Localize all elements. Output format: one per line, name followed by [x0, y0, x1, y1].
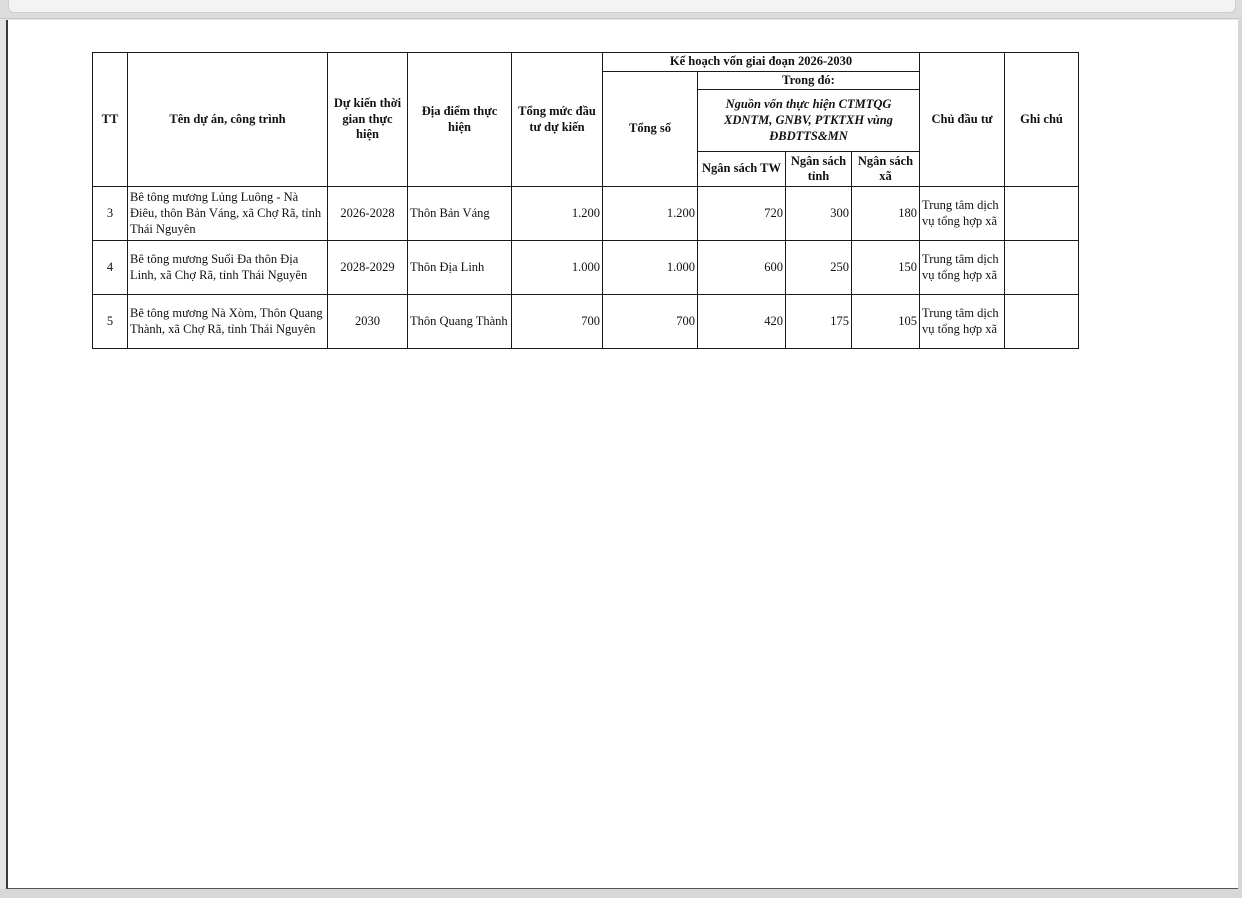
cell-project-name: Bê tông mương Suối Đa thôn Địa Linh, xã Chợ Rã, tỉnh Thái Nguyên [128, 241, 328, 295]
header-capital-plan: Kế hoạch vốn giai đoạn 2026-2030 [603, 53, 920, 72]
cell-commune-budget: 150 [852, 241, 920, 295]
header-provincial-budget: Ngân sách tỉnh [786, 152, 852, 187]
header-commune-budget: Ngân sách xã [852, 152, 920, 187]
cell-investor: Trung tâm dịch vụ tổng hợp xã [920, 295, 1005, 349]
cell-total-investment: 1.000 [512, 241, 603, 295]
cell-time: 2028-2029 [328, 241, 408, 295]
cell-time: 2026-2028 [328, 187, 408, 241]
cell-provincial-budget: 175 [786, 295, 852, 349]
cell-note [1005, 295, 1079, 349]
header-location: Địa điểm thực hiện [408, 53, 512, 187]
cell-central-budget: 720 [698, 187, 786, 241]
cell-commune-budget: 105 [852, 295, 920, 349]
cell-project-name: Bê tông mương Nà Xòm, Thôn Quang Thành, xã Chợ Rã, tỉnh Thái Nguyên [128, 295, 328, 349]
header-note: Ghi chú [1005, 53, 1079, 187]
cell-provincial-budget: 250 [786, 241, 852, 295]
cell-provincial-budget: 300 [786, 187, 852, 241]
cell-tt: 3 [93, 187, 128, 241]
cell-central-budget: 600 [698, 241, 786, 295]
cell-time: 2030 [328, 295, 408, 349]
cell-location: Thôn Quang Thành [408, 295, 512, 349]
cell-total: 1.200 [603, 187, 698, 241]
previous-page-edge [8, 0, 1236, 13]
header-tt: TT [93, 53, 128, 187]
table-row [93, 295, 1079, 349]
cell-project-name: Bê tông mương Lủng Luông - Nà Điêu, thôn Bản Váng, xã Chợ Rã, tỉnh Thái Nguyên [128, 187, 328, 241]
header-of-which: Trong đó: [698, 71, 920, 90]
table-row [93, 241, 1079, 295]
header-total: Tổng số [603, 71, 698, 187]
cell-note [1005, 187, 1079, 241]
header-funding-source: Nguồn vốn thực hiện CTMTQG XDNTM, GNBV, PTKTXH vùng ĐBDTTS&MN [698, 90, 920, 152]
header-expected-time: Dự kiến thời gian thực hiện [328, 53, 408, 187]
table-row [93, 187, 1079, 241]
cell-total-investment: 1.200 [512, 187, 603, 241]
header-central-budget: Ngân sách TW [698, 152, 786, 187]
viewer-bottom-bar [0, 889, 1242, 898]
cell-tt: 4 [93, 241, 128, 295]
viewer-top-bar [0, 0, 1242, 19]
cell-investor: Trung tâm dịch vụ tổng hợp xã [920, 187, 1005, 241]
cell-note [1005, 241, 1079, 295]
cell-location: Thôn Địa Linh [408, 241, 512, 295]
cell-tt: 5 [93, 295, 128, 349]
header-total-investment: Tổng mức đầu tư dự kiến [512, 53, 603, 187]
cell-investor: Trung tâm dịch vụ tổng hợp xã [920, 241, 1005, 295]
cell-location: Thôn Bản Váng [408, 187, 512, 241]
cell-total-investment: 700 [512, 295, 603, 349]
cell-central-budget: 420 [698, 295, 786, 349]
cell-commune-budget: 180 [852, 187, 920, 241]
header-project-name: Tên dự án, công trình [128, 53, 328, 187]
investment-plan-table [92, 52, 1079, 349]
document-page [6, 20, 1238, 890]
cell-total: 700 [603, 295, 698, 349]
cell-total: 1.000 [603, 241, 698, 295]
header-investor: Chủ đầu tư [920, 53, 1005, 187]
